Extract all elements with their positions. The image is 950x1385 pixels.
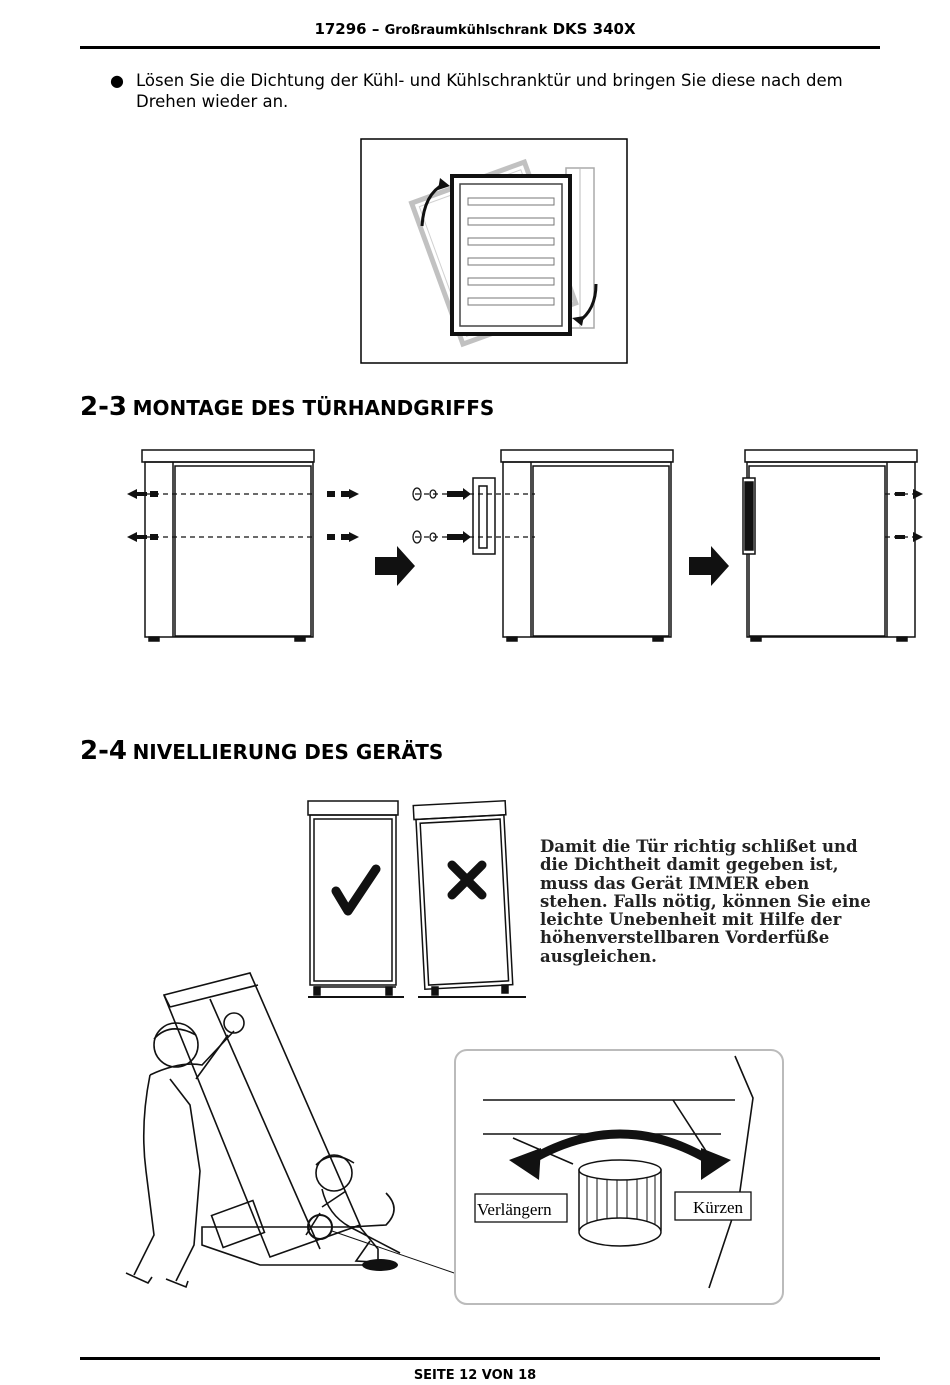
label-verlaengern: Verlängern: [477, 1200, 552, 1219]
handle-mounting-figure: [115, 442, 935, 647]
gasket-figure: [360, 138, 628, 364]
section-2-3-heading: MONTAGE DES TÜRHANDGRIFFS: [132, 396, 495, 420]
header-code: 17296 –: [314, 20, 380, 38]
intro-text: Lösen Sie die Dichtung der Kühl- und Kühlschranktür und bringen Sie diese nach dem Drehen wieder an.: [136, 71, 843, 111]
section-2-4-heading: NIVELLIERUNG DES GERÄTS: [132, 740, 444, 764]
page-header: [0, 20, 950, 38]
section-2-3-number: 2-3: [80, 392, 127, 422]
section-2-4-title: [80, 736, 443, 766]
foot-adjust-inset: [453, 1048, 785, 1308]
bullet-marker: ●: [110, 71, 124, 90]
leveling-instructions: Damit die Tür richtig schlißet und die Dichtheit damit gegeben ist, muss das Gerät IMMER eben stehen. Falls nötig, können Sie eine leichte Unebenheit mit Hilfe der höhenverstellbaren Vorderfüße ausgleichen.: [540, 837, 871, 966]
header-rule: [80, 46, 880, 49]
label-kuerzen: Kürzen: [693, 1198, 744, 1217]
tilted-fridge-figure: [110, 965, 460, 1305]
footer-rule: [80, 1357, 880, 1360]
header-product: Großraumkühlschrank: [384, 23, 548, 38]
section-2-3-title: [80, 392, 494, 422]
header-model: DKS 340X: [552, 20, 636, 38]
section-2-4-number: 2-4: [80, 736, 127, 766]
page-footer: SEITE 12 VON 18: [413, 1368, 537, 1383]
